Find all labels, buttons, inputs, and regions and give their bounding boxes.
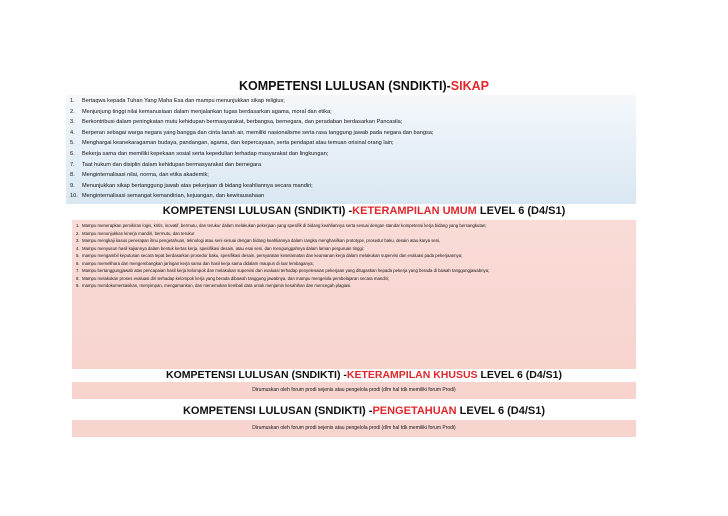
sikap-list-item-number: 8. (70, 172, 75, 179)
keterampilan-khusus-title-prefix: KOMPETENSI LULUSAN (SNDIKTI) - (166, 369, 347, 381)
keterampilan-umum-list-item-text: mampu mengambil keputusan secara tepat berdasarkan prosedur baku, spesifikasi desain, persyaratan keselamatan dan keamanan kerja dalam melakukan supervisi dan evaluasi pada pekerjaannya; (82, 253, 463, 258)
keterampilan-umum-list-item-number: 3. (76, 238, 80, 243)
sikap-list-item-text: Menghargai keanekaragaman budaya, pandangan, agama, dan kepercayaan, serta pendapat atau temuan orisinal orang lain; (82, 140, 394, 147)
keterampilan-umum-list-item-number: 6. (76, 260, 80, 266)
sikap-list-item-number: 10. (70, 193, 78, 200)
sikap-list-item (70, 138, 632, 149)
sikap-title (0, 79, 728, 93)
sikap-list-item (70, 160, 632, 171)
sikap-list-item-number: 3. (70, 119, 75, 126)
keterampilan-umum-list-item-number: 5. (76, 253, 80, 258)
keterampilan-umum-box (72, 220, 636, 369)
keterampilan-umum-list-item (76, 245, 632, 253)
keterampilan-umum-list-item-number: 8. (76, 275, 80, 281)
keterampilan-umum-list-item-number: 9. (76, 283, 80, 288)
sikap-title-accent: SIKAP (450, 79, 489, 93)
keterampilan-umum-list-item (76, 237, 632, 245)
sikap-list-item-number: 6. (70, 150, 75, 157)
sikap-list-item-text: Berperan sebagai warga negara yang bangga dan cinta tanah air, memiliki nasionalisme serta rasa tanggung jawab pada negara dan bangsa; (82, 129, 434, 136)
keterampilan-umum-list-item-text: mampu mendokumentasikan, menyimpan, mengamankan, dan menemukan kembali data untuk menjamin kesahihan dan mencegah plagiasi. (82, 283, 352, 288)
sikap-list-item-number: 7. (70, 161, 75, 168)
keterampilan-umum-list-item-text: Mampu melakukan proses evaluasi diri terhadap kelompok kerja yang berada dibawah tanggung jawabnya, dan mampu mengelola pembelajaran secara mandiri; (82, 275, 390, 281)
sikap-list-item-number: 4. (70, 129, 75, 136)
keterampilan-khusus-title-suffix: LEVEL 6 (D4/S1) (477, 369, 562, 381)
keterampilan-umum-list-item (76, 230, 632, 238)
sikap-title-prefix: KOMPETENSI LULUSAN (SNDIKTI)- (238, 79, 451, 93)
sikap-list-item-number: 9. (70, 182, 75, 189)
sikap-list-item-text: Menginternalisasi nilai, norma, dan etika akademik; (82, 172, 209, 179)
keterampilan-umum-list-item (76, 222, 632, 230)
sikap-list-item-text: Bertaqwa kepada Tuhan Yang Maha Esa dan mampu menunjukkan sikap religius; (82, 98, 285, 104)
keterampilan-umum-list-item-text: mampu memelihara dan mengembangkan jaringan kerja sama dan hasil kerja sama didalam maupun di luar lembaganya; (82, 260, 314, 266)
sikap-list-item-number: 2. (70, 108, 75, 115)
keterampilan-umum-list-item (76, 260, 632, 268)
sikap-list-item-text: Menjunjung tinggi nilai kemanusiaan dalam menjalankan tugas berdasarkan agama, moral dan etika; (82, 108, 332, 115)
keterampilan-umum-list-item-number: 7. (76, 268, 80, 273)
sikap-box (66, 95, 636, 204)
pengetahuan-box (72, 420, 636, 437)
sikap-list-item-number: 5. (70, 140, 75, 147)
keterampilan-umum-list-item (76, 267, 632, 275)
sikap-list-item (70, 170, 632, 181)
sikap-list-item (70, 117, 632, 128)
keterampilan-umum-title-suffix: LEVEL 6 (D4/S1) (476, 205, 566, 217)
keterampilan-umum-list-item (76, 275, 632, 283)
sikap-list-item (70, 191, 632, 202)
sikap-list-item (70, 149, 632, 160)
sikap-list-item-text: Berkontribusi dalam peningkatan mutu kehidupan bermasyarakat, berbangsa, bernegara, dan peradaban berdasarkan Pancasila; (82, 119, 403, 126)
sikap-list-item (70, 181, 632, 192)
sikap-list-item-text: Menunjukkan sikap bertanggung jawab atas pekerjaan di bidang keahliannya secara mandiri; (82, 182, 313, 189)
sikap-list-item (70, 107, 632, 118)
pengetahuan-title-accent: PENGETAHUAN (372, 405, 457, 417)
keterampilan-umum-list-item (76, 282, 632, 290)
keterampilan-umum-title (0, 205, 728, 217)
keterampilan-umum-list-item (76, 252, 632, 260)
pengetahuan-note: Dirumuskan oleh forum prodi sejenis atau pengelola prodi (dlm hal tdk memiliki forum Prodi) (252, 425, 456, 431)
sikap-list-item-text: Menginternalisasi semangat kemandirian, kejuangan, dan kewirausahaan (82, 193, 265, 200)
sikap-list-item-text: Bekerja sama dan memiliki kepekaan sosial serta kepedulian terhadap masyarakat dan lingkungan; (82, 150, 329, 157)
pengetahuan-title (0, 405, 728, 417)
keterampilan-umum-title-prefix: KOMPETENSI LULUSAN (SNDIKTI) - (162, 205, 353, 217)
keterampilan-umum-list-item-number: 1. (76, 223, 80, 228)
keterampilan-khusus-box (72, 382, 636, 399)
pengetahuan-title-suffix: LEVEL 6 (D4/S1) (456, 405, 546, 417)
keterampilan-khusus-title (0, 369, 728, 381)
pengetahuan-title-prefix: KOMPETENSI LULUSAN (SNDIKTI) - (182, 405, 373, 417)
keterampilan-umum-title-accent: KETERAMPILAN UMUM (352, 205, 477, 217)
sikap-list-item-text: Taat hukum dan disiplin dalam kehidupan bermasyarakat dan bernegara (82, 161, 262, 168)
sikap-list-item-number: 1. (70, 98, 75, 104)
keterampilan-umum-list (76, 222, 632, 290)
keterampilan-umum-list-item-text: Mampu menunjukkan kinerja mandiri, bermutu, dan terukur (82, 230, 195, 236)
keterampilan-khusus-title-accent: KETERAMPILAN KHUSUS (346, 369, 478, 381)
keterampilan-umum-list-item-number: 4. (76, 245, 80, 251)
keterampilan-umum-list-item-text: Mampu mengkaji kasus penerapan ilmu pengetahuan, teknologi atau seni sesuai dengan bidang keahliannya dalam rangka menghasilkan prototype, prosedur baku, desain atau karya seni, (82, 238, 441, 243)
keterampilan-khusus-note: Dirumuskan oleh forum prodi sejenis atau pengelola prodi (dlm hal tdk memiliki forum Prodi) (252, 387, 456, 393)
keterampilan-umum-list-item-text: Mampu menerapkan pemikiran logis, kritis, inovatif, bermutu, dan terukur dalam melakukan pekerjaan yang spesifik di bidang keahliannya serta sesuai dengan standar kompetensi kerja bidang yang bersangkutan; (82, 223, 487, 228)
keterampilan-umum-list-item-text: Mampu bertanggungjawab atas pencapaian hasil kerja kelompok dan melakukan supervisi dan evaluasi terhadap penyelesaian pekerjaan yang ditugaskan kepada pekerja yang berada di bawah tanggungjawabnya; (82, 268, 490, 273)
sikap-list-item (70, 96, 632, 107)
sikap-list (70, 96, 632, 202)
keterampilan-umum-list-item-text: Mampu menyusun hasil kajiannya dalam bentuk kertas kerja, spesifikasi desain, atau esai seni, dan mengunggahnya dalam laman perguruan tinggi; (82, 245, 365, 251)
sikap-list-item (70, 128, 632, 139)
keterampilan-umum-list-item-number: 2. (76, 230, 80, 236)
